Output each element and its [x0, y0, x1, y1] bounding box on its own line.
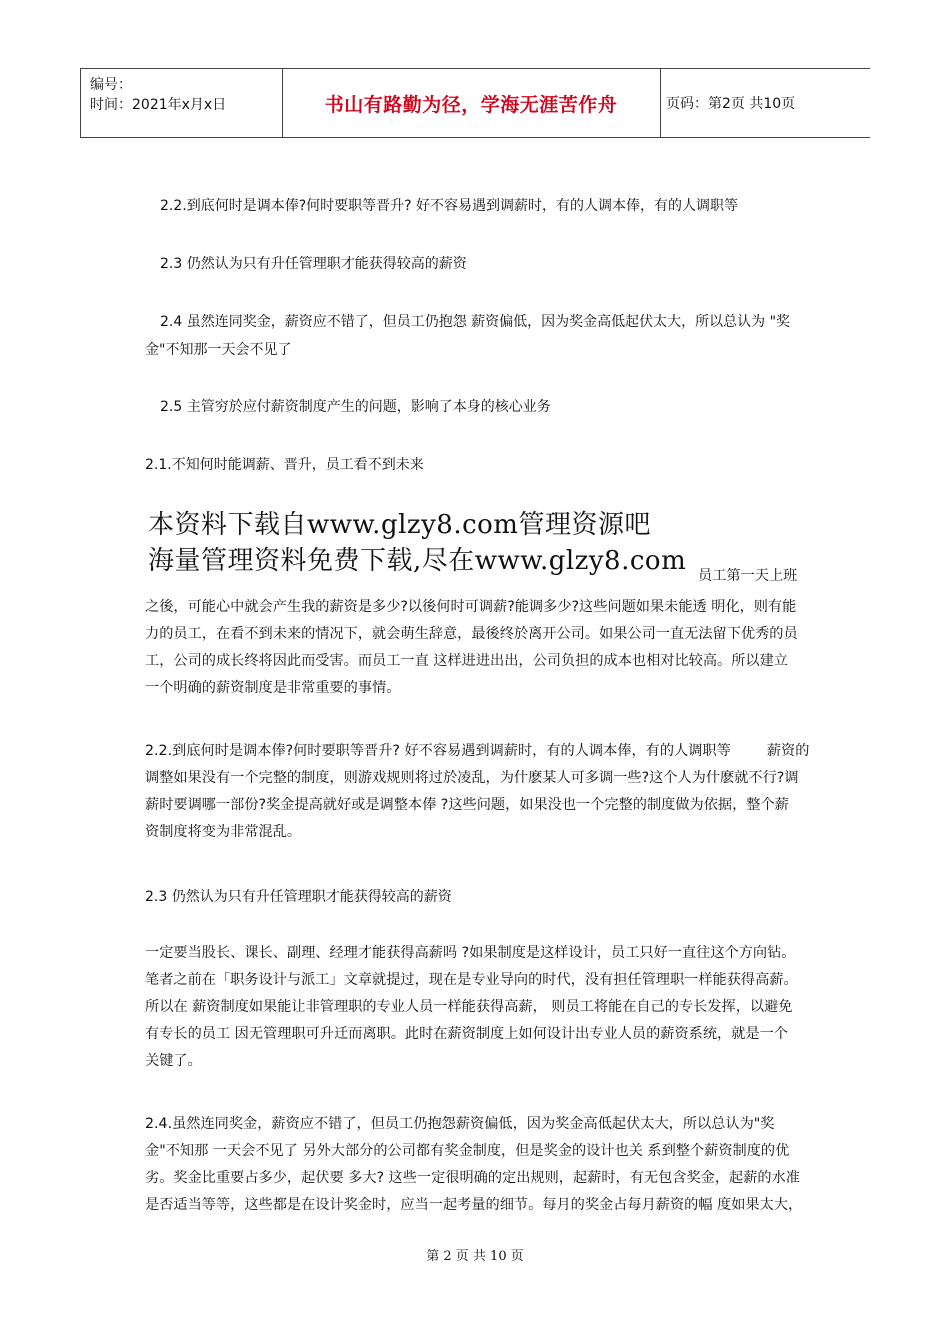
paragraph-line: 调整如果没有一个完整的制度，则游戏规则将过於凌乱，为什麽某人可多调一些?这个人为什麽就不行?调: [145, 770, 799, 786]
paragraph-line: 劣。奖金比重要占多少，起伏要 多大? 这些一定很明确的定出规则，起薪时，有无包含奖金，起薪的水准: [145, 1170, 800, 1186]
outline-item-2-3: 2.3 仍然认为只有升任管理职才能获得较高的薪资: [160, 256, 467, 272]
paragraph-line: 工，公司的成长终将因此而受害。而员工一直 这样进进出出，公司负担的成本也相对比较高。所以建立: [145, 653, 788, 669]
paragraph-4: [145, 1111, 810, 1219]
paragraph-line: 是否适当等等，这些都是在设计奖金时，应当一起考量的细节。每月的奖金占每月薪资的幅 度如果太大，: [145, 1197, 803, 1213]
paragraph-line: 资制度将变为非常混乱。: [145, 824, 302, 840]
header-divider-2: [660, 69, 661, 137]
paragraph-line: 2.2.到底何时是调本俸?何时要职等晋升? 好不容易遇到调薪时，有的人调本俸，有的人调职等 薪资的: [145, 743, 810, 759]
paragraph-line: 力的员工，在看不到未来的情况下，就会萌生辞意，最後终於离开公司。如果公司一直无法留下优秀的员: [145, 626, 798, 642]
section-heading-2-3: 2.3 仍然认为只有升任管理职才能获得较高的薪资: [145, 889, 452, 905]
paragraph-line: 关键了。: [145, 1053, 202, 1069]
paragraph-line: 笔者之前在「职务设计与派工」文章就提过，现在是专业导向的时代，没有担任管理职一样能获得高薪。: [145, 972, 798, 988]
watermark-line-1: 本资料下载自www.glzy8.com管理资源吧: [148, 510, 651, 540]
paragraph-line: 金"不知那 一天会不见了 另外大部分的公司都有奖金制度，但是奖金的设计也关 系到整个薪资制度的优: [145, 1143, 790, 1159]
outline-item-2-5: 2.5 主管穷於应付薪资制度产生的问题，影响了本身的核心业务: [160, 399, 551, 415]
paragraph-line: 所以在 薪资制度如果能让非管理职的专业人员一样能获得高薪， 则员工将能在自己的专长发挥，以避免: [145, 999, 793, 1015]
outline-item-2-2: 2.2.到底何时是调本俸?何时要职等晋升? 好不容易遇到调薪时，有的人调本俸，有的人调职等: [160, 198, 739, 214]
outline-item-2-4: 2.4 虽然连同奖金，薪资应不错了，但员工仍抱怨 薪资偏低，因为奖金高低起伏太大，所以总认为 "奖: [160, 314, 791, 330]
header-border-left: [80, 69, 81, 137]
paragraph-1: [145, 594, 810, 702]
header-motto: 书山有路勤为径，学海无涯苦作舟: [324, 93, 618, 116]
paragraph-3: [145, 940, 810, 1075]
header-meta: [90, 75, 226, 115]
paragraph-line: 之後，可能心中就会产生我的薪资是多少?以後何时可调薪?能调多少?这些问题如果未能透 明化，则有能: [145, 599, 797, 615]
date-label: 时间：2021年x月x日: [90, 97, 227, 113]
outline-item-2-4-cont: 金"不知那一天会不见了: [145, 342, 292, 358]
page-footer: 第 2 页 共 10 页: [426, 1249, 524, 1264]
serial-label: 编号：: [90, 77, 132, 93]
paragraph-line: 一个明确的薪资制度是非常重要的事情。: [145, 680, 401, 696]
paragraph-line: 有专长的员工 因无管理职可升迁而离职。此时在薪资制度上如何设计出专业人员的薪资系统，就是一个: [145, 1026, 788, 1042]
paragraph-line: 2.4.虽然连同奖金，薪资应不错了，但员工仍抱怨薪资偏低，因为奖金高低起伏太大，所以总认为"奖: [145, 1116, 775, 1132]
paragraph-2: [145, 738, 810, 846]
paragraph-1-start: 员工第一天上班: [698, 568, 798, 584]
header-page-info: 页码：第2页 共10页: [666, 96, 796, 112]
watermark-line-2: 海量管理资料免费下载,尽在www.glzy8.com: [148, 546, 687, 576]
paragraph-line: 薪时要调哪一部份?奖金提高就好或是调整本俸 ?这些问题，如果没也一个完整的制度做为依据，整个薪: [145, 797, 789, 813]
section-heading-2-1: 2.1.不知何时能调薪、晋升，员工看不到未来: [145, 457, 424, 473]
paragraph-line: 一定要当股长、课长、副理、经理才能获得高薪吗 ?如果制度是这样设计，员工只好一直往这个方向钻。: [145, 945, 796, 961]
header-table: [80, 68, 870, 138]
